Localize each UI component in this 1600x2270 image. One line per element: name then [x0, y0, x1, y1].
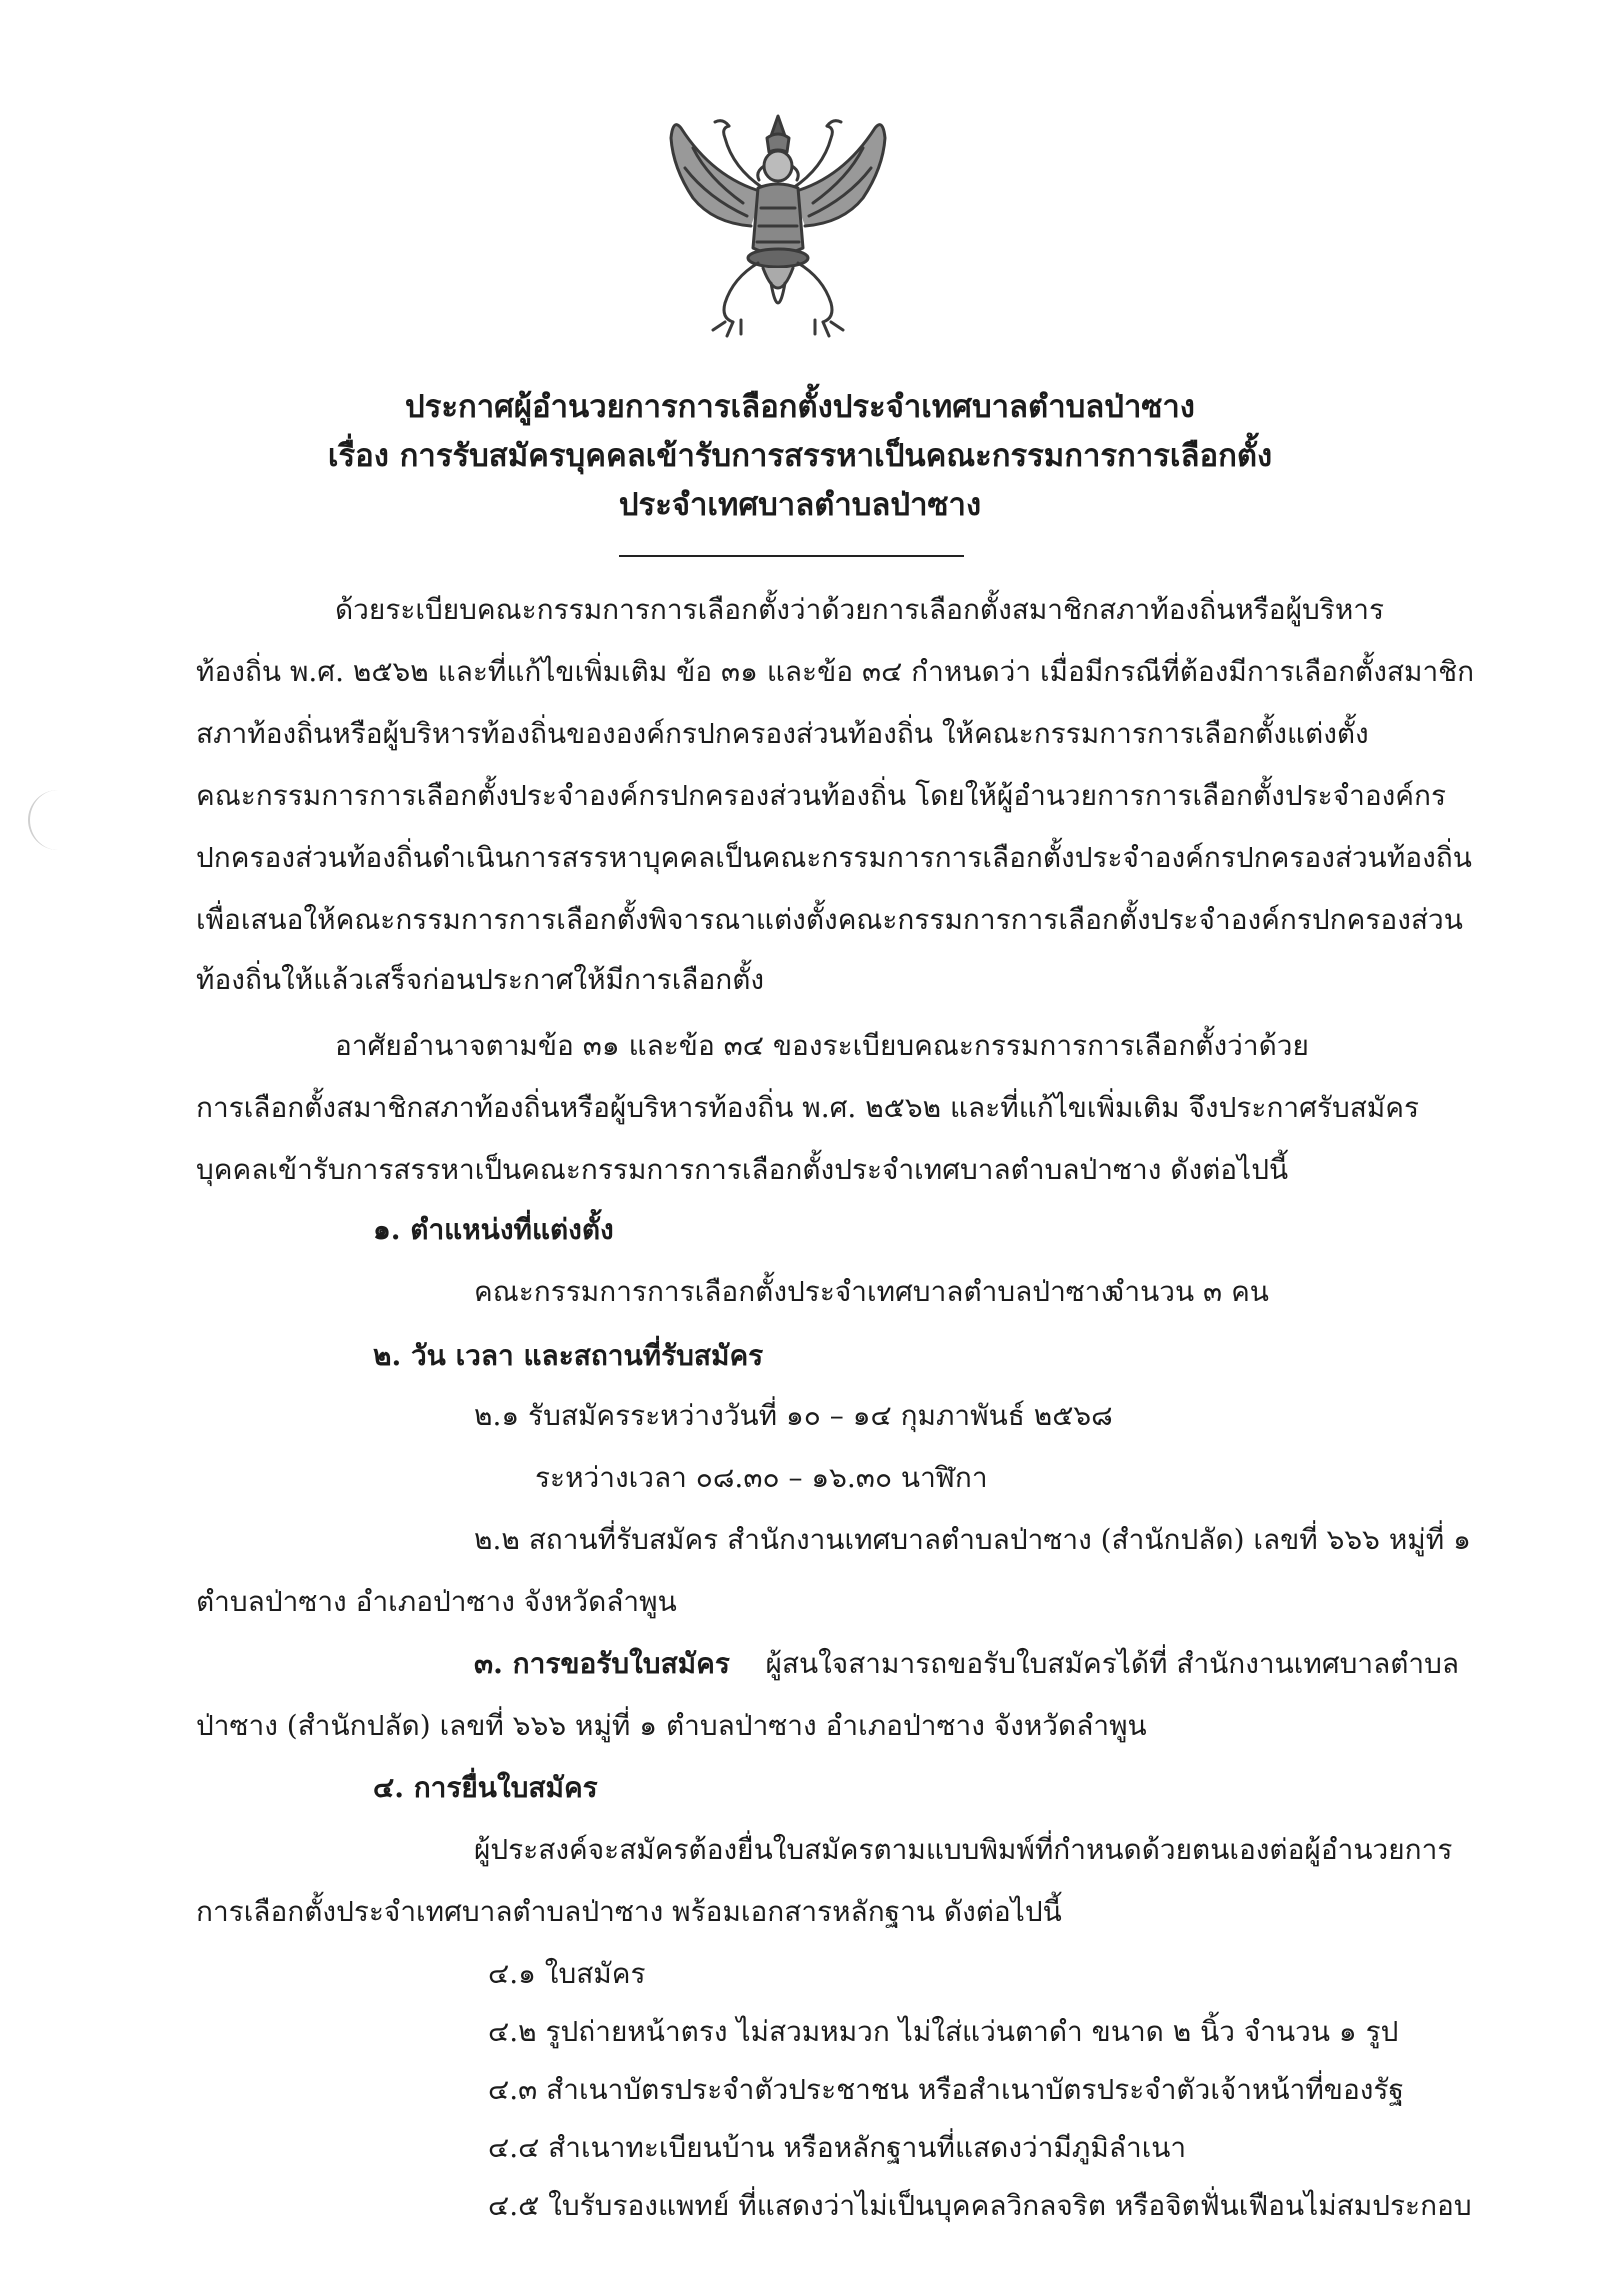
para1-line-6: เพื่อเสนอให้คณะกรรมการการเลือกตั้งพิจารณาแต่งตั้งคณะกรรมการการเลือกตั้งประจำองค์กรปกครองส่วน: [196, 903, 1463, 936]
section-4-text-line-1: ผู้ประสงค์จะสมัครต้องยื่นใบสมัครตามแบบพิมพ์ที่กำหนดด้วยตนเองต่อผู้อำนวยการ: [474, 1833, 1453, 1866]
para1-line-4: คณะกรรมการการเลือกตั้งประจำองค์กรปกครองส่วนท้องถิ่น โดยให้ผู้อำนวยการการเลือกตั้งประจำองค์กร: [196, 779, 1447, 812]
section-4-heading: ๔. การยื่นใบสมัคร: [373, 1771, 598, 1804]
section-2-2-line-2: ตำบลป่าซาง อำเภอป่าซาง จังหวัดลำพูน: [196, 1585, 677, 1618]
para1-line-3: สภาท้องถิ่นหรือผู้บริหารท้องถิ่นขององค์กรปกครองส่วนท้องถิ่น ให้คณะกรรมการการเลือกตั้งแต่งตั้ง: [196, 717, 1369, 750]
para2-line-3: บุคคลเข้ารับการสรรหาเป็นคณะกรรมการการเลือกตั้งประจำเทศบาลตำบลป่าซาง ดังต่อไปนี้: [196, 1153, 1289, 1186]
section-2-heading: ๒. วัน เวลา และสถานที่รับสมัคร: [373, 1339, 764, 1372]
section-2-1: ๒.๑ รับสมัครระหว่างวันที่ ๑๐ – ๑๔ กุมภาพันธ์ ๒๕๖๘: [474, 1399, 1113, 1432]
section-1-heading: ๑. ตำแหน่งที่แต่งตั้ง: [373, 1213, 614, 1246]
title-line-2: เรื่อง การรับสมัครบุคคลเข้ารับการสรรหาเป็นคณะกรรมการการเลือกตั้ง: [327, 438, 1273, 474]
section-1-position: คณะกรรมการการเลือกตั้งประจำเทศบาลตำบลป่าซาง: [474, 1275, 1115, 1308]
section-3-text-a: ผู้สนใจสามารถขอรับใบสมัครได้ที่ สำนักงานเทศบาลตำบล: [765, 1647, 1460, 1680]
para2-line-2: การเลือกตั้งสมาชิกสภาท้องถิ่นหรือผู้บริหารท้องถิ่น พ.ศ. ๒๕๖๒ และที่แก้ไขเพิ่มเติม จึงประกาศรับสมัคร: [196, 1091, 1420, 1124]
section-1-count: จำนวน ๓ คน: [1108, 1275, 1269, 1308]
para1-line-2: ท้องถิ่น พ.ศ. ๒๕๖๒ และที่แก้ไขเพิ่มเติม ข้อ ๓๑ และข้อ ๓๔ กำหนดว่า เมื่อมีกรณีที่ต้องมีการเลือกตั้งสมาชิก: [196, 655, 1475, 688]
title-divider: [619, 555, 964, 557]
section-2-2-line-1: ๒.๒ สถานที่รับสมัคร สำนักงานเทศบาลตำบลป่าซาง (สำนักปลัด) เลขที่ ๖๖๖ หมู่ที่ ๑: [474, 1523, 1471, 1556]
garuda-emblem-icon: [663, 108, 893, 343]
section-2-time: ระหว่างเวลา ๐๘.๓๐ – ๑๖.๓๐ นาฬิกา: [535, 1461, 988, 1494]
section-4-1: ๔.๑ ใบสมัคร: [488, 1957, 646, 1990]
para1-line-7: ท้องถิ่นให้แล้วเสร็จก่อนประกาศให้มีการเลือกตั้ง: [196, 963, 765, 996]
section-4-4: ๔.๔ สำเนาทะเบียนบ้าน หรือหลักฐานที่แสดงว่ามีภูมิลำเนา: [488, 2131, 1187, 2164]
title-line-3: ประจำเทศบาลตำบลป่าซาง: [618, 487, 982, 523]
para1-line-5: ปกครองส่วนท้องถิ่นดำเนินการสรรหาบุคคลเป็นคณะกรรมการการเลือกตั้งประจำองค์กรปกครองส่วนท้องถิ่น: [196, 841, 1472, 874]
section-3-line-2: ป่าซาง (สำนักปลัด) เลขที่ ๖๖๖ หมู่ที่ ๑ ตำบลป่าซาง อำเภอป่าซาง จังหวัดลำพูน: [196, 1709, 1147, 1742]
section-3-heading: ๓. การขอรับใบสมัคร: [474, 1647, 730, 1680]
section-4-2: ๔.๒ รูปถ่ายหน้าตรง ไม่สวมหมวก ไม่ใส่แว่นตาดำ ขนาด ๒ นิ้ว จำนวน ๑ รูป: [488, 2015, 1399, 2048]
scan-artifact: [28, 790, 70, 850]
section-4-5-line-1: ๔.๕ ใบรับรองแพทย์ ที่แสดงว่าไม่เป็นบุคคลวิกลจริต หรือจิตฟั่นเฟือนไม่สมประกอบ: [488, 2189, 1472, 2222]
para2-line-1: อาศัยอำนาจตามข้อ ๓๑ และข้อ ๓๔ ของระเบียบคณะกรรมการการเลือกตั้งว่าด้วย: [335, 1029, 1309, 1062]
section-4-text-line-2: การเลือกตั้งประจำเทศบาลตำบลป่าซาง พร้อมเอกสารหลักฐาน ดังต่อไปนี้: [196, 1895, 1062, 1928]
para1-line-1: ด้วยระเบียบคณะกรรมการการเลือกตั้งว่าด้วยการเลือกตั้งสมาชิกสภาท้องถิ่นหรือผู้บริหาร: [335, 593, 1385, 626]
section-3-line-1: [474, 1647, 1460, 1680]
title-line-1: ประกาศผู้อำนวยการการเลือกตั้งประจำเทศบาลตำบลป่าซาง: [405, 389, 1195, 425]
section-4-3: ๔.๓ สำเนาบัตรประจำตัวประชาชน หรือสำเนาบัตรประจำตัวเจ้าหน้าที่ของรัฐ: [488, 2073, 1404, 2106]
